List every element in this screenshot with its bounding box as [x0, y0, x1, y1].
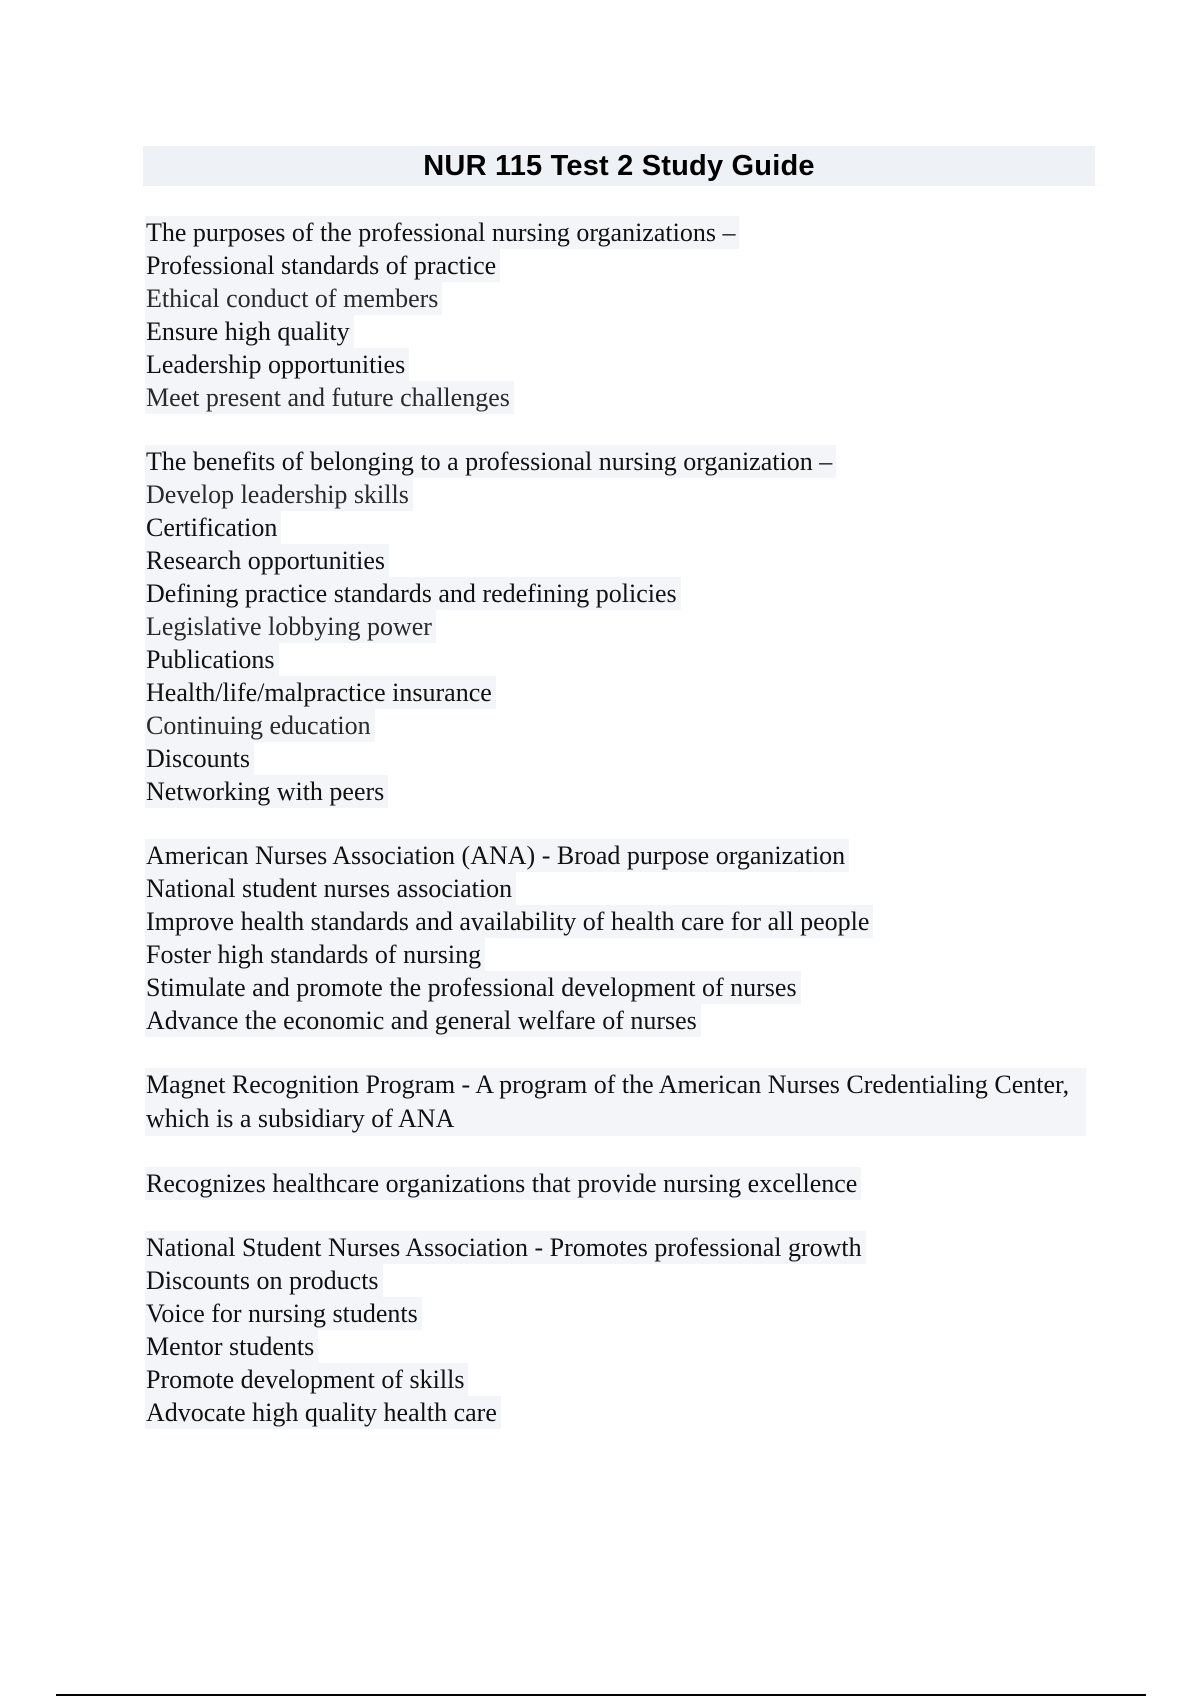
- list-item: Advocate high quality health care: [145, 1396, 501, 1429]
- list-item: Research opportunities: [145, 544, 389, 577]
- title-band: [143, 146, 1095, 186]
- list-item: Promote development of skills: [145, 1363, 468, 1396]
- list-item: Meet present and future challenges: [145, 381, 514, 414]
- list-item: Defining practice standards and redefining policies: [145, 577, 681, 610]
- section-heading: National Student Nurses Association - Promotes professional growth: [145, 1231, 866, 1264]
- list-item: Discounts: [145, 742, 254, 775]
- paragraph: Recognizes healthcare organizations that provide nursing excellence: [145, 1167, 861, 1200]
- section-heading: American Nurses Association (ANA) - Broad purpose organization: [145, 839, 849, 872]
- list-item: Stimulate and promote the professional development of nurses: [145, 971, 801, 1004]
- list-item: Legislative lobbying power: [145, 610, 436, 643]
- list-item: Develop leadership skills: [145, 478, 413, 511]
- section-ana: [146, 839, 1086, 1037]
- list-item: Continuing education: [145, 709, 375, 742]
- section-heading: Magnet Recognition Program - A program of the American Nurses Credentialing Center, which is a subsidiary of ANA: [145, 1068, 1086, 1136]
- list-item: Advance the economic and general welfare of nurses: [145, 1004, 701, 1037]
- section-heading: The purposes of the professional nursing organizations –: [145, 216, 739, 249]
- section-recognizes: [146, 1167, 1086, 1200]
- list-item: Ethical conduct of members: [145, 282, 442, 315]
- document-body: [146, 216, 1086, 1460]
- section-benefits: [146, 445, 1086, 808]
- section-heading: The benefits of belonging to a professional nursing organization –: [145, 445, 836, 478]
- list-item: Foster high standards of nursing: [145, 938, 485, 971]
- list-item: Voice for nursing students: [145, 1297, 422, 1330]
- list-item: Ensure high quality: [145, 315, 354, 348]
- section-nsna: [146, 1231, 1086, 1429]
- footer-rule: [56, 1694, 1146, 1696]
- list-item: Networking with peers: [145, 775, 388, 808]
- list-item: Certification: [145, 511, 281, 544]
- list-item: Mentor students: [145, 1330, 318, 1363]
- list-item: Health/life/malpractice insurance: [145, 676, 496, 709]
- section-magnet: [146, 1068, 1086, 1136]
- list-item: Discounts on products: [145, 1264, 383, 1297]
- list-item: Leadership opportunities: [145, 348, 409, 381]
- list-item: National student nurses association: [145, 872, 516, 905]
- section-purposes: [146, 216, 1086, 414]
- list-item: Improve health standards and availability of health care for all people: [145, 905, 873, 938]
- list-item: Publications: [145, 643, 279, 676]
- page-title: NUR 115 Test 2 Study Guide: [423, 150, 815, 182]
- list-item: Professional standards of practice: [145, 249, 500, 282]
